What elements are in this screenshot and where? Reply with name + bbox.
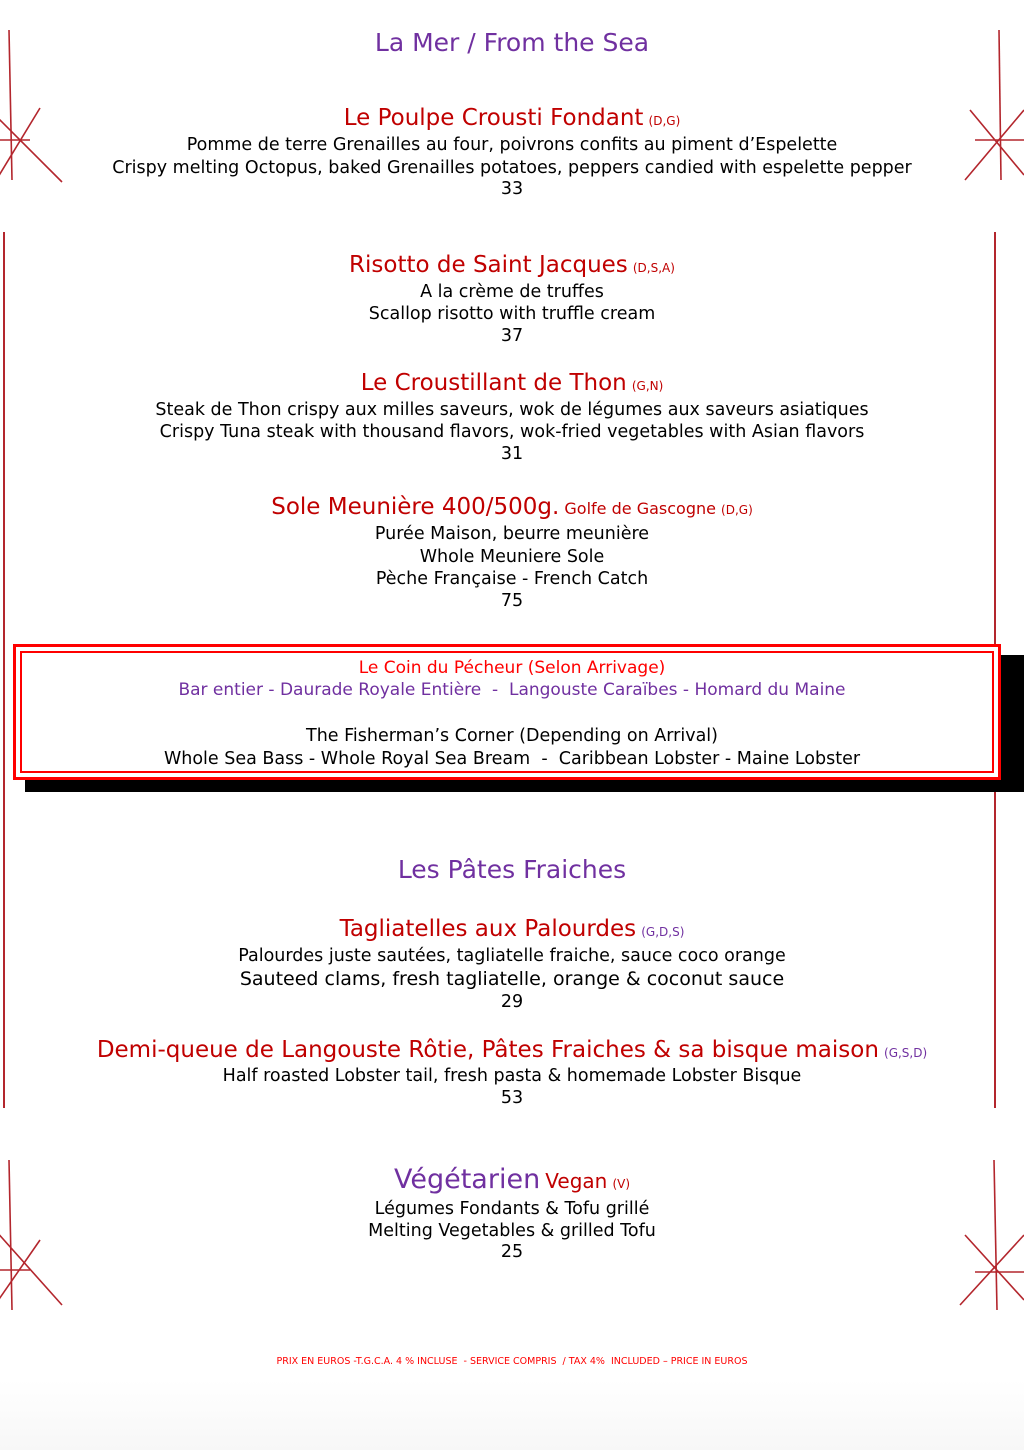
dish-description-en: Crispy Tuna steak with thousand flavors, wok-fried vegetables with Asian flavors [159,422,865,442]
dish-description-en: Sauteed clams, fresh tagliatelle, orange & coconut sauce [239,968,785,990]
vegan-label: Vegan [545,1169,608,1193]
dish-description-fr: Steak de Thon crispy aux milles saveurs, wok de légumes aux saveurs asiatiques [155,400,869,420]
allergen-codes: (G,D,S) [641,925,685,939]
dish-title-risotto [0,252,1024,278]
dish-description-fr: Purée Maison, beurre meunière [374,524,650,544]
allergen-codes: (G,N) [631,379,664,393]
dish-price: 31 [500,444,524,464]
section-title-sea: La Mer / From the Sea [374,28,650,57]
fisherman-items-fr: Bar entier - Daurade Royale Entière - Langouste Caraïbes - Homard du Maine [178,680,846,700]
dish-description-en: Whole Meuniere Sole [419,547,605,567]
dish-title-thon [0,370,1024,396]
dish-title-langouste [0,1037,1024,1063]
dish-title-poulpe [0,105,1024,131]
dish-description-en: Melting Vegetables & grilled Tofu [368,1221,656,1241]
dish-title-sole [0,494,1024,520]
allergen-codes: (D,S,A) [632,261,675,275]
dish-price: 33 [500,179,524,199]
allergen-codes: (D,G) [648,114,681,128]
allergen-codes: (D,G) [721,503,753,517]
dish-price: 53 [500,1088,524,1108]
dish-name: Demi-queue de Langouste Rôtie, Pâtes Fraiches & sa bisque maison [96,1037,879,1063]
dish-name: Le Poulpe Crousti Fondant [343,105,644,131]
dish-description-fr: Légumes Fondants & Tofu grillé [374,1199,650,1219]
dish-description-en: Crispy melting Octopus, baked Grenailles potatoes, peppers candied with espelette pepper [112,158,912,178]
vegetarian-title [0,1164,1024,1195]
section-title-vegetarian: Végétarien [393,1164,541,1195]
fisherman-items-en: Whole Sea Bass - Whole Royal Sea Bream - Caribbean Lobster - Maine Lobster [163,749,861,769]
allergen-codes: (G,S,D) [884,1046,928,1060]
dish-price: 37 [500,326,524,346]
dish-price: 75 [500,591,524,611]
dish-description-fr: A la crème de truffes [420,282,604,302]
dish-name: Sole Meunière 400/500g. [271,494,560,520]
section-title-pasta: Les Pâtes Fraiches [397,855,627,884]
dish-description-en: Half roasted Lobster tail, fresh pasta & homemade Lobster Bisque [222,1066,802,1086]
allergen-codes: (V) [612,1177,631,1191]
dish-title-tagliatelles [0,916,1024,942]
dish-origin: Golfe de Gascogne [564,499,716,518]
fisherman-title-fr: Le Coin du Pécheur (Selon Arrivage) [358,658,666,678]
dish-name: Tagliatelles aux Palourdes [339,916,637,942]
dish-name: Le Croustillant de Thon [360,370,627,396]
dish-description-fr: Pomme de terre Grenailles au four, poivrons confits au piment d’Espelette [186,135,838,155]
dish-origin-note: Pèche Française - French Catch [375,569,649,589]
dish-price: 29 [500,992,524,1012]
dish-price: 25 [500,1242,524,1262]
page-bottom-shade [0,1380,1024,1450]
dish-name: Risotto de Saint Jacques [349,252,628,278]
fisherman-title-en: The Fisherman’s Corner (Depending on Arrival) [306,726,718,746]
dish-description-en: Scallop risotto with truffle cream [368,304,656,324]
dish-description-fr: Palourdes juste sautées, tagliatelle fraiche, sauce coco orange [238,946,786,966]
price-footer-note: PRIX EN EUROS -T.G.C.A. 4 % INCLUSE - SERVICE COMPRIS / TAX 4% INCLUDED – PRICE IN EUROS [276,1356,748,1367]
